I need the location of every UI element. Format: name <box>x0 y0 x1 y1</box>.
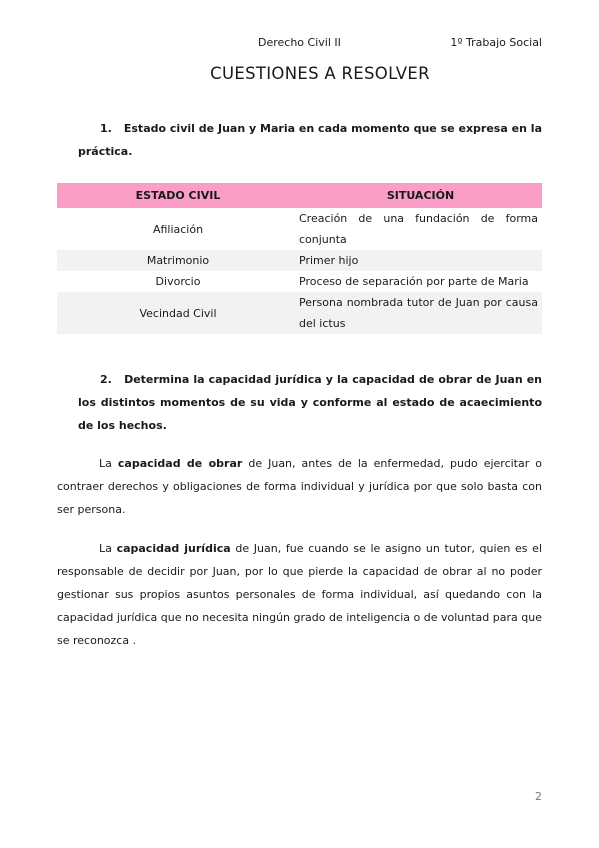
header-situacion: SITUACIÓN <box>299 183 542 208</box>
paragraph-1-bold: capacidad de obrar <box>117 457 243 470</box>
question-2-text: Determina la capacidad jurídica y la capacidad de obrar de Juan en los distintos momentos de su vida y conforme al estado de acaecimiento de los hechos. <box>78 373 542 432</box>
cell-estado: Afiliación <box>152 222 204 236</box>
paragraph-1-rest: de Juan, antes de la enfermedad, pudo ejercitar o contraer derechos y obligaciones de forma individual y jurídica por que solo basta con ser persona. <box>57 457 543 516</box>
question-1-text: Estado civil de Juan y Maria en cada momento que se expresa en la práctica. <box>78 122 542 158</box>
table-row <box>57 208 542 250</box>
paragraph-1-lead: La <box>99 457 118 470</box>
paragraph-2-rest: de Juan, fue cuando se le asigno un tutor, quien es el responsable de decidir por Juan, por lo que pierde la capacidad de obrar al no poder gestionar sus propios asuntos personales de forma individual, así quedando con la capacidad jurídica que no necesita ningún grado de inteligencia o de voluntad para que se reconozca . <box>57 542 542 647</box>
table-row <box>57 292 542 334</box>
cell-estado: Matrimonio <box>57 250 299 271</box>
question-2 <box>78 368 542 437</box>
page-title: CUESTIONES A RESOLVER <box>210 64 430 83</box>
paragraph-2-bold: capacidad jurídica <box>116 542 231 555</box>
answer-paragraph-2 <box>57 537 542 652</box>
table-header-row <box>57 183 542 208</box>
cell-situacion: Creación de una fundación de forma conjunta <box>299 212 538 246</box>
cell-situacion: Primer hijo <box>299 250 542 271</box>
civil-status-table <box>57 183 542 334</box>
table-row <box>57 271 542 292</box>
cell-estado: Vecindad Civil <box>57 292 299 334</box>
header-course: 1º Trabajo Social <box>450 36 542 49</box>
header-subject: Derecho Civil II <box>258 36 341 49</box>
question-2-number: 2. <box>100 373 112 386</box>
header-estado-civil: ESTADO CIVIL <box>57 183 299 208</box>
cell-situacion: Persona nombrada tutor de Juan por causa del ictus <box>299 292 542 334</box>
cell-situacion: Proceso de separación por parte de Maria <box>299 275 529 288</box>
answer-paragraph-1 <box>57 452 542 521</box>
question-1-number: 1. <box>100 122 112 135</box>
question-1 <box>78 117 542 163</box>
page-number: 2 <box>535 790 542 803</box>
paragraph-2-lead: La <box>99 542 117 555</box>
table-row <box>57 250 542 271</box>
cell-estado: Divorcio <box>155 275 201 288</box>
